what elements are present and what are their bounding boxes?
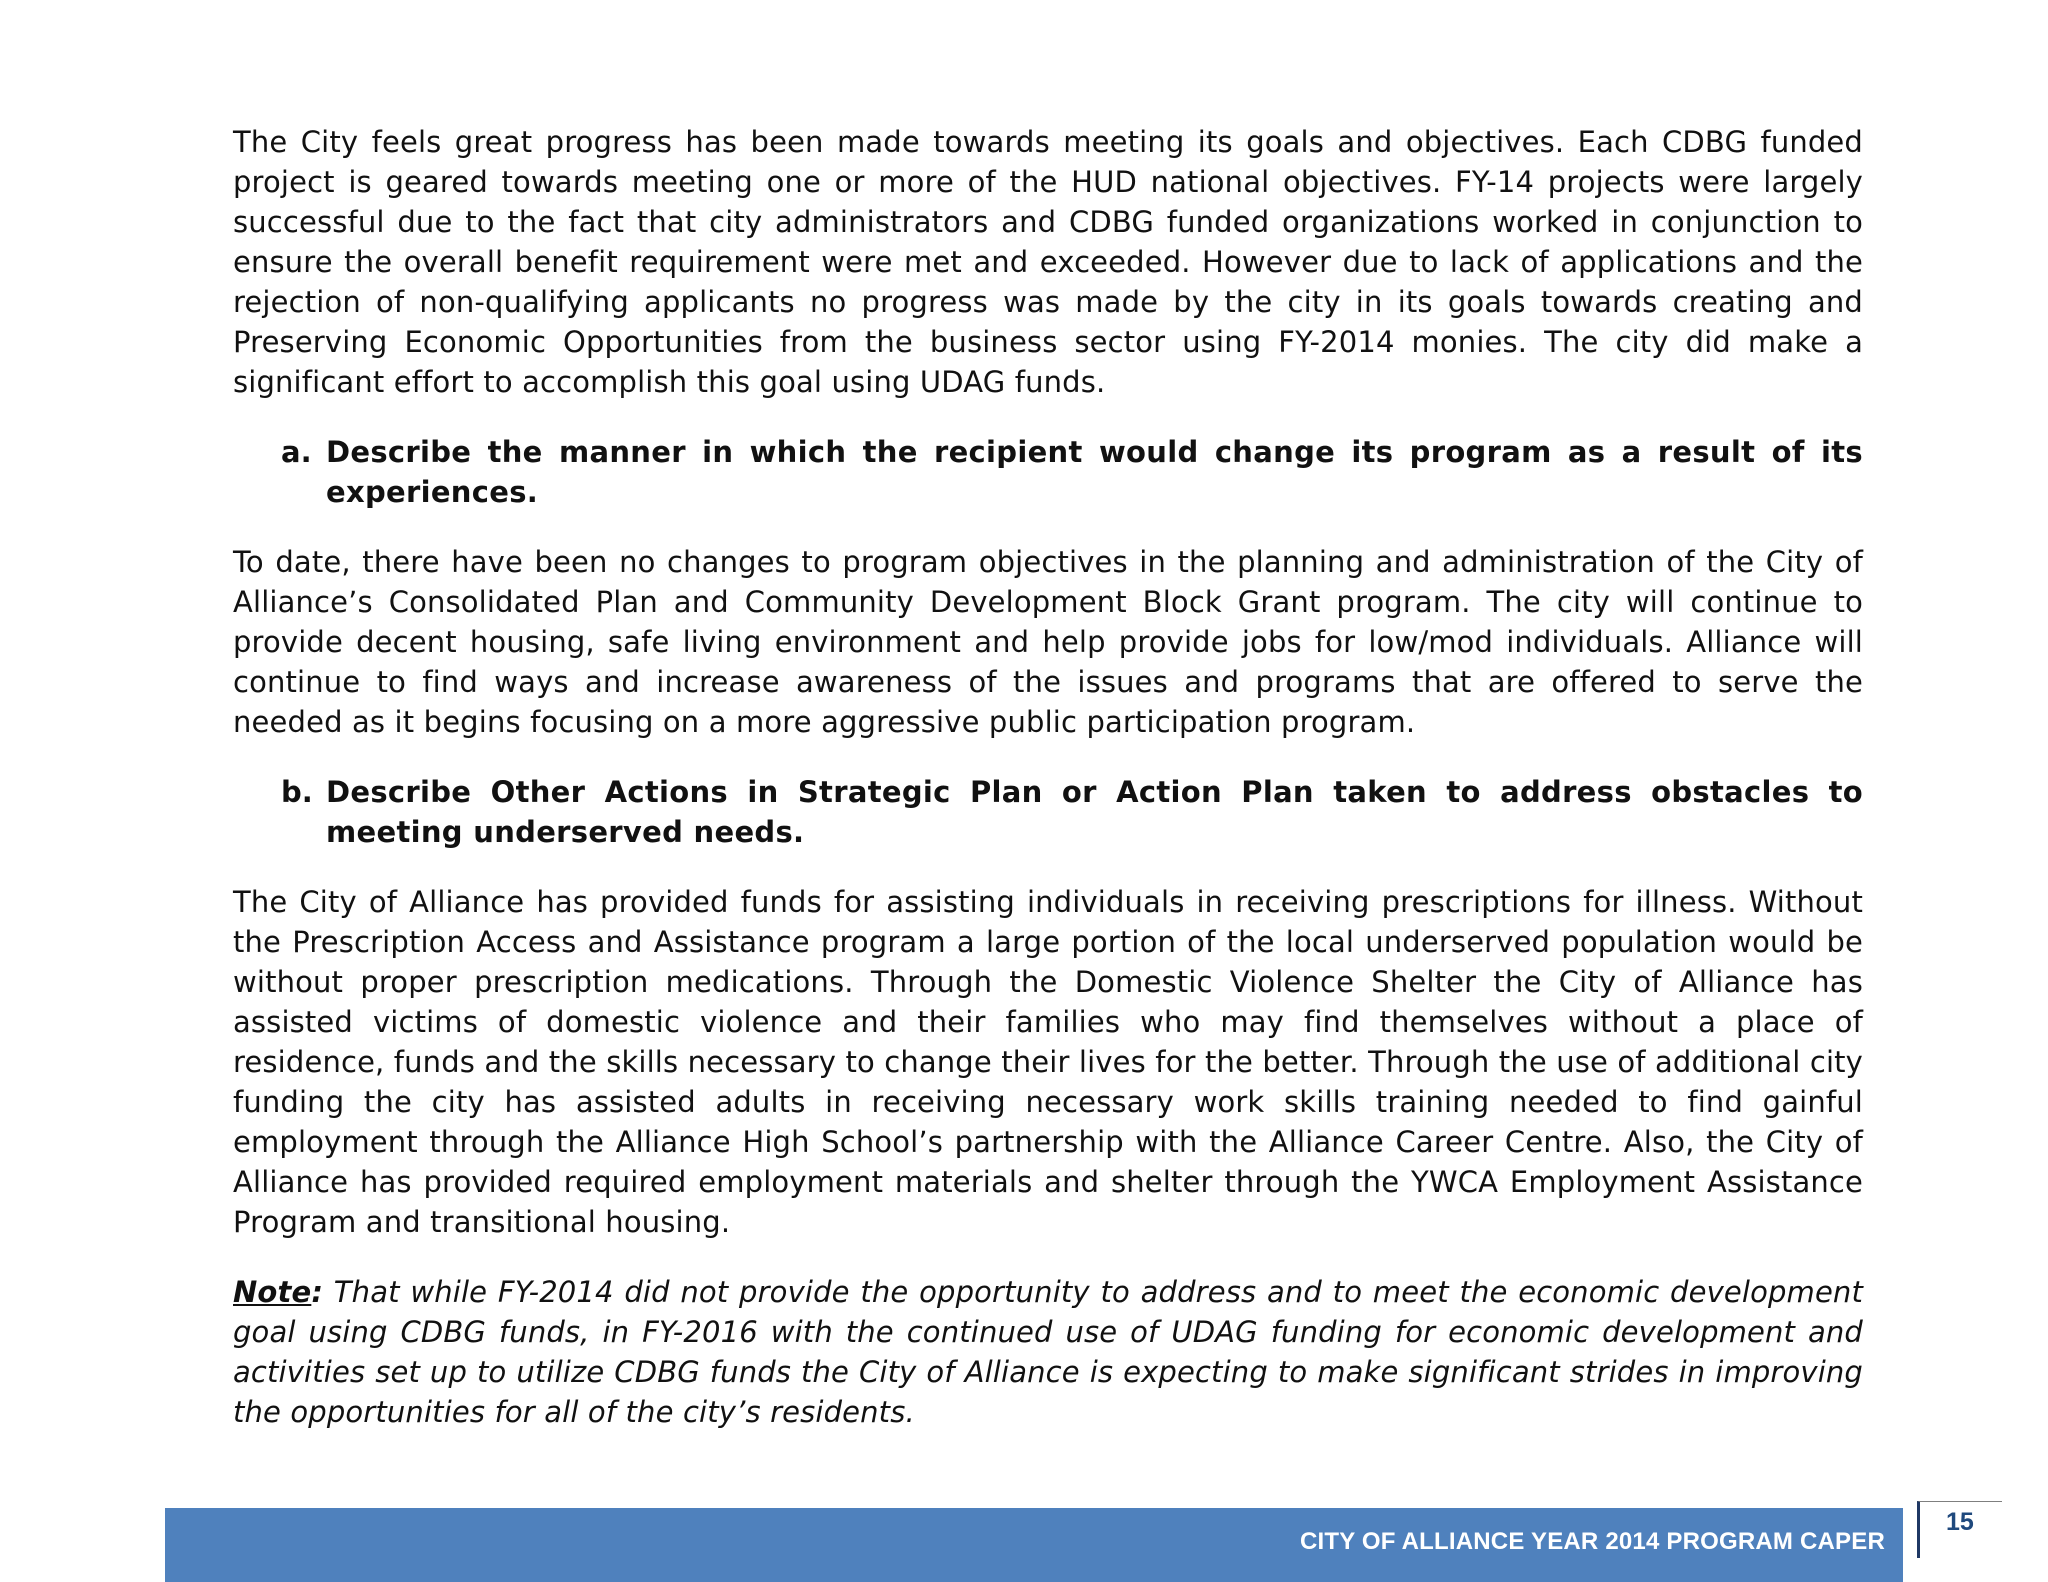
note-paragraph xyxy=(233,1272,1863,1432)
page-number: 15 xyxy=(1946,1508,1974,1536)
heading-a-marker: a. xyxy=(281,435,312,469)
paragraph-program-changes: To date, there have been no changes to program objectives in the planning and administration of the City of Alliance’s Consolidated Plan and Community Development Block Grant program. The city will continue to provide decent housing, safe living environment and help provide jobs for low/mod individuals. Alliance will continue to find ways and increase awareness of the issues and programs that are offered to serve the needed as it begins focusing on a more aggressive public participation program. xyxy=(233,545,1863,739)
footer-bar xyxy=(165,1508,1903,1582)
footer-title: CITY OF ALLIANCE YEAR 2014 PROGRAM CAPER xyxy=(1300,1528,1885,1555)
heading-a xyxy=(233,432,1863,512)
heading-b-marker: b. xyxy=(281,775,313,809)
note-text: That while FY-2014 did not provide the opportunity to address and to meet the economic development goal using CDBG funds, in FY-2016 with the continued use of UDAG funding for economic development and activities set up to utilize CDBG funds the City of Alliance is expecting to make significant strides in improving the opportunities for all of the city’s residents. xyxy=(233,1275,1863,1429)
heading-b xyxy=(233,772,1863,852)
note-label: Note xyxy=(233,1275,312,1309)
paragraph-underserved-actions: The City of Alliance has provided funds for assisting individuals in receiving prescriptions for illness. Without the Prescription Access and Assistance program a large portion of the local underserved population would be without proper prescription medications. Through the Domestic Violence Shelter the City of Alliance has assisted victims of domestic violence and their families who may find themselves without a place of residence, funds and the skills necessary to change their lives for the better. Through the use of additional city funding the city has assisted adults in receiving necessary work skills training needed to find gainful employment through the Alliance High School’s partnership with the Alliance Career Centre. Also, the City of Alliance has provided required employment materials and shelter through the YWCA Employment Assistance Program and transitional housing. xyxy=(233,885,1863,1239)
heading-a-text: Describe the manner in which the recipient would change its program as a result of its experiences. xyxy=(326,435,1863,509)
heading-b-text: Describe Other Actions in Strategic Plan or Action Plan taken to address obstacles to meeting underserved needs. xyxy=(326,775,1863,849)
page-number-box xyxy=(1917,1501,2002,1558)
note-colon: : xyxy=(311,1275,324,1309)
document-body xyxy=(233,122,1863,1462)
paragraph-progress: The City feels great progress has been made towards meeting its goals and objectives. Each CDBG funded project is geared towards meeting one or more of the HUD national objectives. FY-14 projects were largely successful due to the fact that city administrators and CDBG funded organizations worked in conjunction to ensure the overall benefit requirement were met and exceeded. However due to lack of applications and the rejection of non-qualifying applicants no progress was made by the city in its goals towards creating and Preserving Economic Opportunities from the business sector using FY-2014 monies. The city did make a significant effort to accomplish this goal using UDAG funds. xyxy=(233,125,1863,399)
